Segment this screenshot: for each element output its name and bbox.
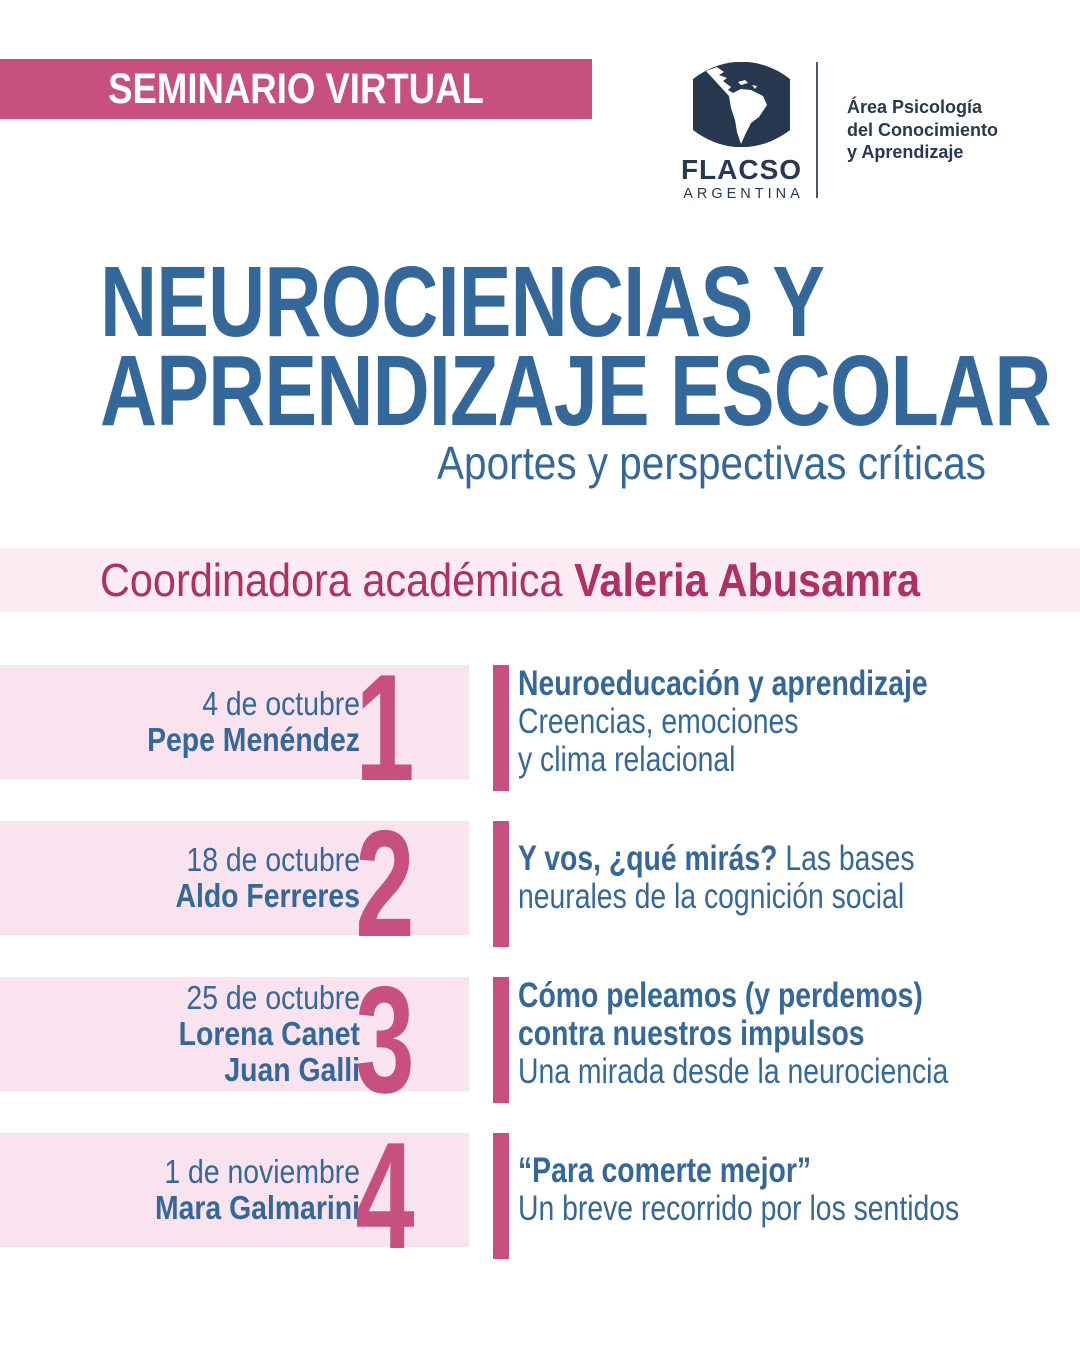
session-title-segment: “Para comerte mejor” xyxy=(518,1151,812,1190)
logo-area-line: Área Psicología xyxy=(847,97,983,117)
session-title-line xyxy=(518,977,973,1015)
session-title-segment: Una mirada desde la neurociencia xyxy=(518,1052,949,1091)
page-title-line1: NEUROCIENCIAS Y xyxy=(100,246,825,358)
logo-divider xyxy=(816,62,818,198)
logo-area-text xyxy=(847,96,1067,164)
session-title xyxy=(518,665,1080,779)
banner-label: SEMINARIO VIRTUAL xyxy=(108,64,484,113)
session-row-3 xyxy=(0,955,1080,1125)
latin-america-map-icon xyxy=(693,62,790,147)
session-title-text xyxy=(518,840,973,916)
session-title-segment: Y vos, ¿qué mirás? xyxy=(518,839,778,878)
session-title-segment: neurales de la cognición social xyxy=(518,877,905,916)
page-title xyxy=(100,246,1051,447)
session-date: 4 de octubre xyxy=(202,685,360,722)
session-title xyxy=(518,977,1080,1091)
session-number xyxy=(290,799,415,969)
session-title-line xyxy=(518,878,973,916)
session-title-segment: Un breve recorrido por los sentidos xyxy=(518,1189,960,1228)
coordinator-name: Valeria Abusamra xyxy=(574,554,921,606)
session-title-text xyxy=(518,1152,973,1228)
session-row-1 xyxy=(0,643,1080,813)
session-title-line xyxy=(518,665,973,703)
session-number-bar xyxy=(493,821,509,947)
page-title-line2: APRENDIZAJE ESCOLAR xyxy=(100,335,1051,447)
page-subtitle: Aportes y perspectivas críticas xyxy=(437,437,986,489)
session-number-bar xyxy=(493,665,509,791)
session-row-2 xyxy=(0,799,1080,969)
session-speaker: Lorena Canet xyxy=(178,1015,360,1052)
session-title xyxy=(518,821,1080,935)
session-title-segment: y clima relacional xyxy=(518,740,736,779)
session-title-text xyxy=(518,977,973,1091)
coordinator-text xyxy=(100,554,921,606)
session-title-line xyxy=(518,840,973,878)
logo-area-line: y Aprendizaje xyxy=(847,142,964,162)
session-title-line xyxy=(518,1190,973,1228)
session-number-glyph: 4 xyxy=(355,1111,415,1281)
session-title-segment: Creencias, emociones xyxy=(518,702,799,741)
session-title-text xyxy=(518,665,973,779)
session-number-glyph: 1 xyxy=(355,643,415,813)
session-speaker: Aldo Ferreres xyxy=(175,877,360,914)
session-speaker: Pepe Menéndez xyxy=(147,721,360,758)
session-date: 18 de octubre xyxy=(186,841,360,878)
session-number xyxy=(290,643,415,813)
logo-country: ARGENTINA xyxy=(683,186,804,202)
session-number-bar xyxy=(493,1133,509,1259)
session-number-glyph: 3 xyxy=(355,955,415,1125)
session-number-bar xyxy=(493,977,509,1103)
session-date: 25 de octubre xyxy=(186,979,360,1016)
coordinator-label: Coordinadora académica xyxy=(100,554,575,606)
session-speaker: Juan Galli xyxy=(224,1051,360,1088)
session-title-line xyxy=(518,741,973,779)
session-row-4 xyxy=(0,1111,1080,1281)
session-number xyxy=(290,955,415,1125)
session-number-glyph: 2 xyxy=(355,799,415,969)
session-title-line xyxy=(518,1015,973,1053)
coordinator-bar xyxy=(0,548,1080,612)
session-speaker: Mara Galmarini xyxy=(154,1189,360,1226)
session-title-line xyxy=(518,703,973,741)
session-title-segment: contra nuestros impulsos xyxy=(518,1014,865,1053)
session-title-segment: Neuroeducación y aprendizaje xyxy=(518,664,928,703)
logo-name: FLACSO xyxy=(680,154,803,185)
session-title-line xyxy=(518,1152,973,1190)
session-title xyxy=(518,1133,1080,1247)
logo-area-line: del Conocimiento xyxy=(847,119,999,140)
session-title-segment: Las bases xyxy=(777,839,915,878)
session-title-segment: Cómo peleamos (y perdemos) xyxy=(518,976,923,1015)
session-number xyxy=(290,1111,415,1281)
seminar-type-banner xyxy=(0,59,592,119)
session-title-line xyxy=(518,1053,973,1091)
session-date: 1 de noviembre xyxy=(164,1153,360,1190)
